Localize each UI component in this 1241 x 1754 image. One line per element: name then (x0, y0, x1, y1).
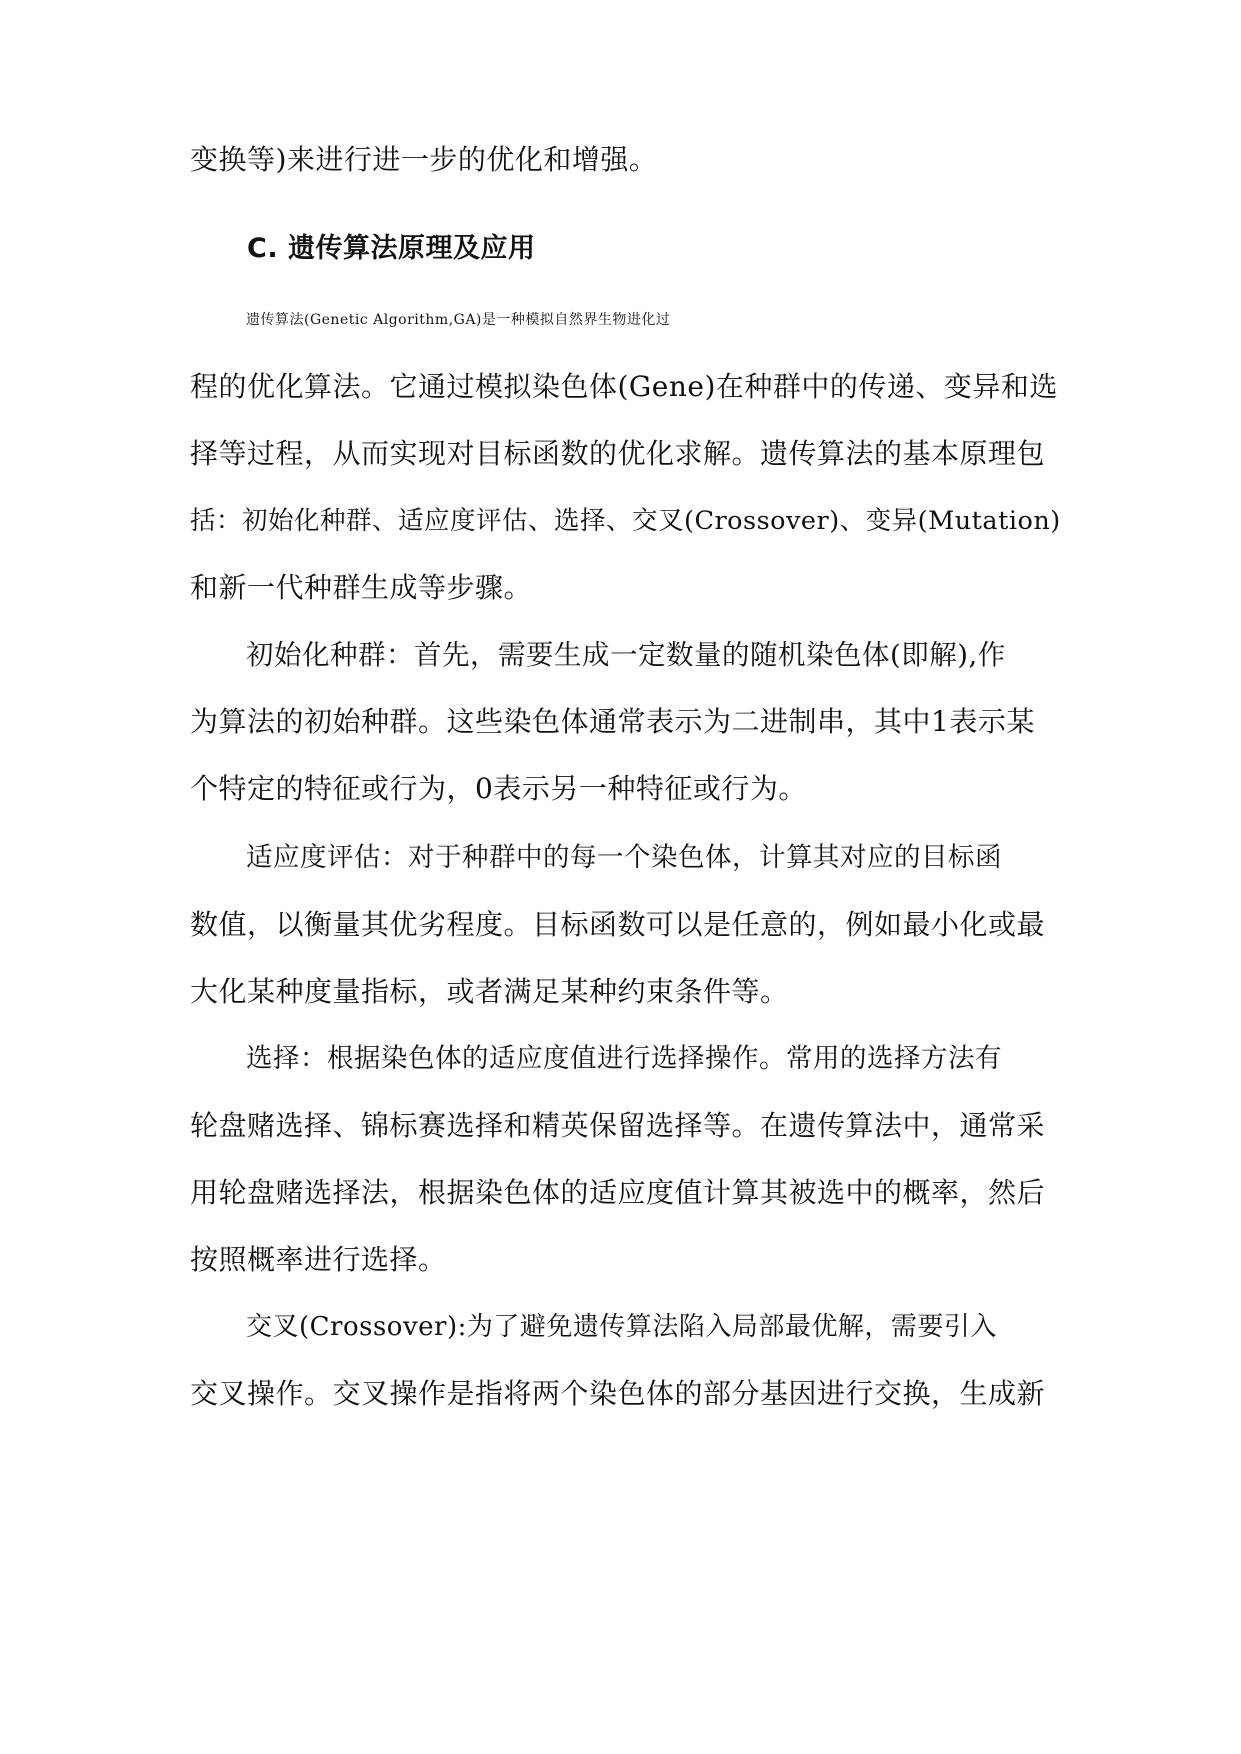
paragraph-line: 为算法的初始种群。这些染色体通常表示为二进制串，其中1表示某 (190, 705, 1035, 738)
paragraph-line: 按照概率进行选择。 (190, 1243, 447, 1276)
paragraph-line: 交叉操作。交叉操作是指将两个染色体的部分基因进行交换，生成新 (190, 1377, 1046, 1410)
paragraph-line: 数值，以衡量其优劣程度。目标函数可以是任意的，例如最小化或最 (190, 908, 1046, 941)
paragraph-line: 个特定的特征或行为，0表示另一种特征或行为。 (190, 772, 807, 805)
paragraph-line: 初始化种群：首先，需要生成一定数量的随机染色体(即解),作 (246, 639, 1006, 671)
section-heading: C. 遗传算法原理及应用 (247, 233, 536, 264)
paragraph-line: 括：初始化种群、适应度评估、选择、交叉(Crossover)、变异(Mutation) (190, 506, 1061, 536)
paragraph-line: 择等过程，从而实现对目标函数的优化求解。遗传算法的基本原理包 (190, 437, 1046, 470)
paragraph-line: 程的优化算法。它通过模拟染色体(Gene)在种群中的传递、变异和选 (190, 370, 1058, 403)
paragraph-line: 和新一代种群生成等步骤。 (190, 571, 533, 604)
paragraph-line: 轮盘赌选择、锦标赛选择和精英保留选择等。在遗传算法中，通常采 (190, 1109, 1046, 1142)
paragraph-line: 用轮盘赌选择法，根据染色体的适应度值计算其被选中的概率，然后 (190, 1176, 1046, 1209)
paragraph-line: 交叉(Crossover):为了避免遗传算法陷入局部最优解，需要引入 (246, 1312, 997, 1342)
paragraph-line: 选择：根据染色体的适应度值进行选择操作。常用的选择方法有 (246, 1043, 1002, 1074)
body-text-line: 变换等)来进行进一步的优化和增强。 (190, 143, 658, 176)
paragraph-line: 大化某种度量指标，或者满足某种约束条件等。 (190, 975, 789, 1008)
paragraph-line: 遗传算法(Genetic Algorithm,GA)是一种模拟自然界生物进化过 (246, 312, 671, 328)
paragraph-line: 适应度评估：对于种群中的每一个染色体，计算其对应的目标函 (246, 842, 1002, 873)
